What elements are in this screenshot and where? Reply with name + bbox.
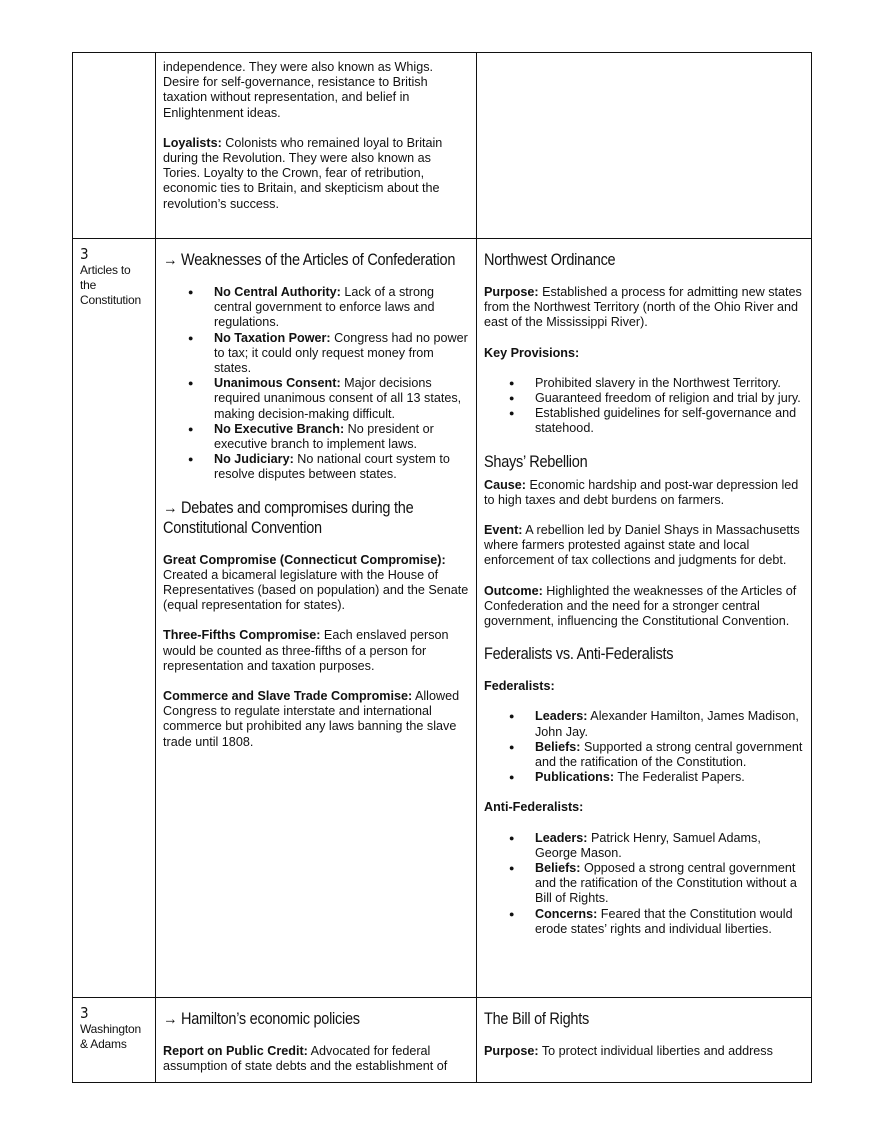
list-item: ● Established guidelines for self-governance and statehood. <box>535 406 804 436</box>
shays-event <box>484 523 804 569</box>
item-term: Leaders: <box>535 709 588 724</box>
content-cell <box>156 53 477 239</box>
list-item <box>214 376 469 422</box>
northwest-purpose <box>484 285 804 331</box>
study-guide-table <box>72 52 812 1083</box>
anti-federalists-list <box>484 831 804 937</box>
event-term: Event: <box>484 523 523 538</box>
content-cell <box>477 998 812 1083</box>
item-term: No Executive Branch: <box>214 421 345 436</box>
report-term: Report on Public Credit: <box>163 1044 308 1058</box>
compromise-term: Commerce and Slave Trade Compromise: <box>163 689 413 704</box>
item-text: Major decisions required unanimous consent of all 13 states, making decision-making difficult. <box>214 376 462 421</box>
content-cell <box>477 239 812 998</box>
content-cell <box>477 53 812 239</box>
loyalists-term: Loyalists: <box>163 135 222 150</box>
list-item <box>535 861 804 907</box>
report-text: Advocated for federal assumption of state debts and the establishment of <box>163 1044 448 1074</box>
item-text: No national court system to resolve disputes between states. <box>214 452 450 482</box>
compromise-text: Each enslaved person would be counted as three-fifths of a person for representation and taxation purposes. <box>163 628 449 673</box>
item-text: Patrick Henry, Samuel Adams, George Mason. <box>535 830 761 860</box>
list-item <box>214 422 469 452</box>
provisions-list <box>484 376 804 437</box>
item-term: No Central Authority: <box>214 285 341 299</box>
shays-heading: Shays’ Rebellion <box>484 452 588 471</box>
compromise-term: Great Compromise (Connecticut Compromise): <box>163 552 446 567</box>
weaknesses-list <box>163 285 469 483</box>
item-text: Lack of a strong central government to enforce laws and regulations. <box>214 285 435 330</box>
item-text: Opposed a strong central government and the ratification of the Constitution without a Bill of Rights. <box>535 861 797 906</box>
purpose-text: Established a process for admitting new states from the Northwest Territory (north of the Ohio River and east of the Mississippi River). <box>484 285 802 330</box>
unit-name: Washington & Adams <box>80 1022 141 1051</box>
list-item <box>535 740 804 770</box>
item-text: Supported a strong central government and the ratification of the Constitution. <box>535 739 803 770</box>
item-term: Beliefs: <box>535 861 581 876</box>
list-item <box>535 709 804 739</box>
purpose-text: To protect individual liberties and address <box>538 1044 773 1058</box>
weaknesses-heading: → Weaknesses of the Articles of Confederation <box>163 251 456 269</box>
unit-name: Articles to the Constitution <box>80 263 141 307</box>
unit-number: 3 <box>80 245 89 263</box>
item-term: Concerns: <box>535 906 598 921</box>
federalists-list <box>484 709 804 785</box>
outcome-text: Highlighted the weaknesses of the Articles of Confederation and the need for a stronger central government, influencing the Constitutional Convention. <box>484 583 797 629</box>
item-text: Feared that the Constitution would erode states’ rights and individual liberties. <box>535 906 793 936</box>
compromises-heading: → Debates and compromises during the Constitutional Convention <box>163 498 414 537</box>
loyalists-text: Colonists who remained loyal to Britain during the Revolution. They were also known as Tories. Loyalty to the Crown, fear of retribution, economic ties to Britain, and skepticism about the revolution’s success. <box>163 135 443 211</box>
list-item <box>214 452 469 482</box>
list-item: ● Guaranteed freedom of religion and trial by jury. <box>535 391 804 406</box>
federalists-label: Federalists: <box>484 679 555 694</box>
patriots-continued: independence. They were also known as Whigs. Desire for self-governance, resistance to British taxation without representation, and belief in Enlightenment ideas. <box>163 60 433 120</box>
item-text: Congress had no power to tax; it could only request money from states. <box>214 330 468 376</box>
content-cell <box>156 998 477 1083</box>
item-term: No Taxation Power: <box>214 330 331 345</box>
content-cell <box>156 239 477 998</box>
list-item <box>214 285 469 331</box>
federalists-heading: Federalists vs. Anti-Federalists <box>484 645 674 664</box>
table-row <box>73 998 812 1083</box>
item-text: Alexander Hamilton, James Madison, John Jay. <box>535 709 799 739</box>
table-row <box>73 239 812 998</box>
list-item <box>535 831 804 861</box>
item-text: No president or executive branch to implement laws. <box>214 421 434 452</box>
unit-cell <box>73 53 156 239</box>
outcome-term: Outcome: <box>484 583 543 598</box>
list-item <box>535 907 804 937</box>
compromise-term: Three-Fifths Compromise: <box>163 628 321 643</box>
event-text: A rebellion led by Daniel Shays in Massachusetts where farmers protested against state and local enforcement of tax collections and judgments for debt. <box>484 523 800 568</box>
table-row <box>73 53 812 239</box>
cause-text: Economic hardship and post-war depression led to high taxes and debt burdens on farmers. <box>484 477 799 507</box>
hamilton-heading: → Hamilton’s economic policies <box>163 1010 360 1028</box>
northwest-heading: Northwest Ordinance <box>484 251 616 269</box>
anti-federalists-label: Anti-Federalists: <box>484 800 584 815</box>
compromise-paragraph <box>163 628 469 674</box>
purpose-term: Purpose: <box>484 1044 539 1058</box>
item-term: Beliefs: <box>535 739 581 754</box>
compromise-text: Created a bicameral legislature with the House of Representatives (based on population) and the Senate (equal representation for states). <box>163 567 469 613</box>
notes-page <box>72 52 810 1083</box>
compromise-text: Allowed Congress to regulate interstate and international commerce but prohibited any laws banning the slave trade until 1808. <box>163 689 460 749</box>
item-term: Unanimous Consent: <box>214 376 341 391</box>
item-term: Leaders: <box>535 830 588 845</box>
cause-term: Cause: <box>484 477 526 492</box>
list-item <box>214 331 469 377</box>
item-term: Publications: <box>535 770 615 785</box>
list-item <box>535 770 804 785</box>
key-provisions-label: Key Provisions: <box>484 345 580 360</box>
shays-cause <box>484 478 804 508</box>
compromise-paragraph <box>163 689 469 750</box>
report-paragraph <box>163 1044 469 1074</box>
shays-outcome <box>484 584 804 630</box>
unit-number: 3 <box>80 1004 89 1022</box>
compromise-paragraph <box>163 553 469 614</box>
loyalists-paragraph <box>163 136 469 212</box>
item-text: The Federalist Papers. <box>614 770 745 785</box>
unit-cell <box>73 239 156 998</box>
item-term: No Judiciary: <box>214 452 294 467</box>
unit-cell <box>73 998 156 1083</box>
bill-of-rights-heading: The Bill of Rights <box>484 1010 590 1028</box>
purpose-term: Purpose: <box>484 285 539 299</box>
list-item: ● Prohibited slavery in the Northwest Territory. <box>535 376 804 391</box>
bill-purpose <box>484 1044 804 1059</box>
